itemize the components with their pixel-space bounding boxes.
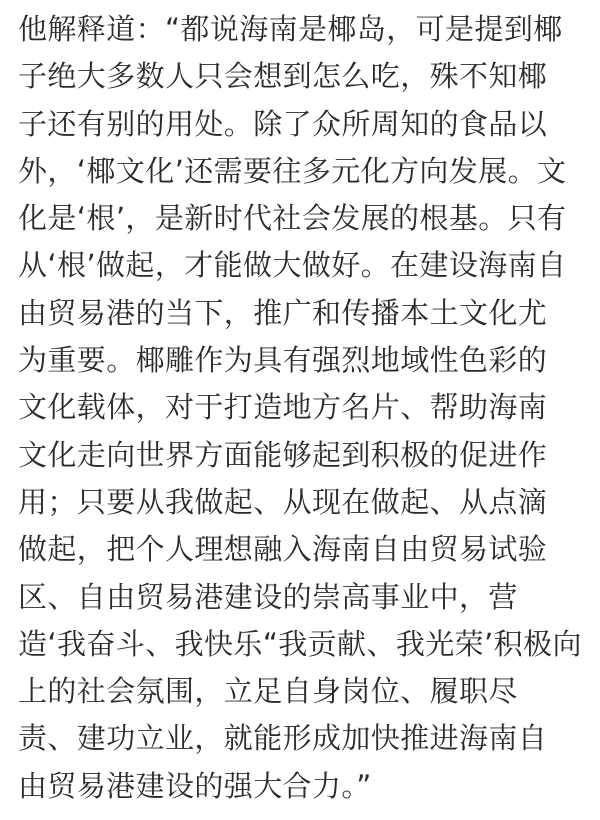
text-line: 由贸易港的当下，推广和传播本土文化尤	[18, 295, 548, 330]
text-line: 外，‘椰文化’还需要往多元化方向发展。文	[18, 153, 567, 188]
article-body	[18, 6, 588, 810]
text-line: 他解释道：“都说海南是椰岛，可是提到椰	[18, 12, 563, 46]
text-line: 从‘根’做起，才能做大做好。在建设海南自	[18, 248, 567, 283]
text-line: 化是‘根’，是新时代社会发展的根基。只有	[18, 201, 567, 236]
text-line: 做起，把个人理想融入海南自由贸易试验	[18, 532, 548, 567]
text-line: 区、自由贸易港建设的崇高事业中，营	[18, 579, 518, 614]
text-line: 文化载体，对于打造地方名片、帮助海南	[18, 390, 548, 425]
text-line: 用；只要从我做起、从现在做起、从点滴	[18, 484, 548, 519]
text-line: 子绝大多数人只会想到怎么吃，殊不知椰	[18, 59, 548, 94]
text-line: 造‘我奋斗、我快乐“我贡献、我光荣’积极向	[18, 626, 582, 661]
text-line: 上的社会氛围，立足自身岗位、履职尽	[18, 674, 518, 709]
text-line: 由贸易港建设的强大合力。”	[18, 768, 372, 803]
text-line: 子还有别的用处。除了众所周知的食品以	[18, 106, 548, 141]
text-line: 责、建功立业，就能形成加快推进海南自	[18, 721, 548, 756]
text-line: 为重要。椰雕作为具有强烈地域性色彩的	[18, 343, 548, 378]
text-line: 文化走向世界方面能够起到积极的促进作	[18, 437, 548, 472]
